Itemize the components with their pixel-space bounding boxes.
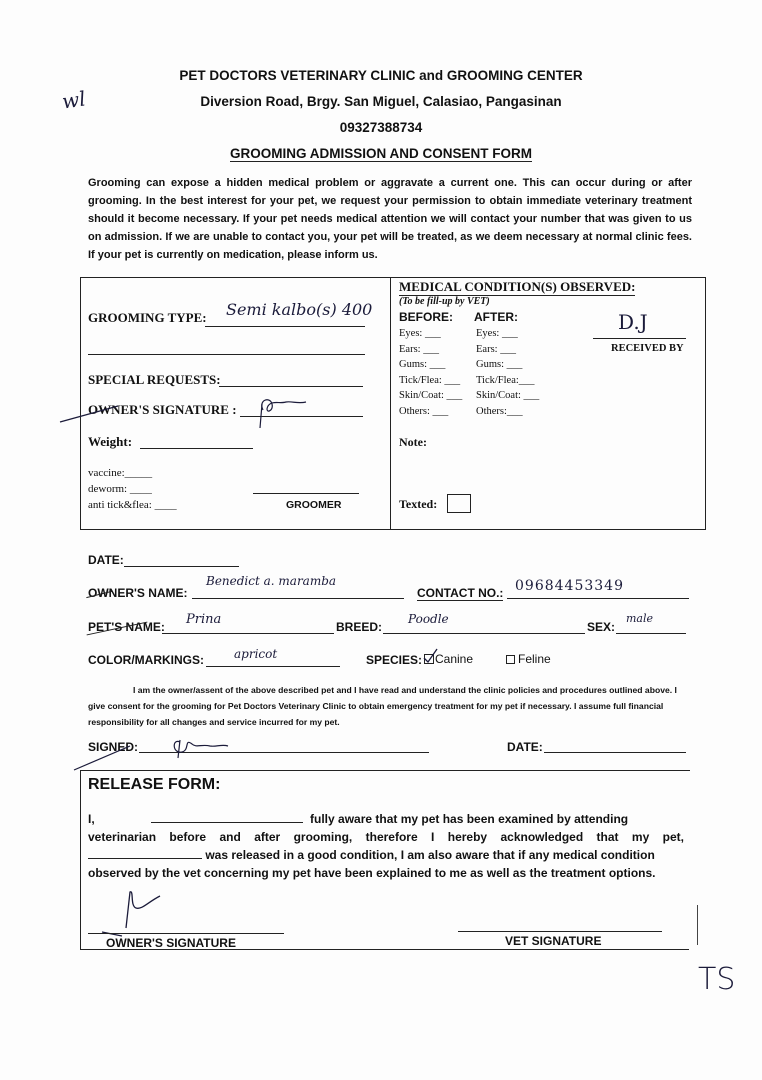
release-line-1: I, fully aware that my pet has been examined by attending xyxy=(88,812,629,826)
after-list xyxy=(476,326,539,419)
consent-paragraph: I am the owner/assent of the above described pet and I have read and understand the clinic policies and procedures outlined above. I give consent for the grooming for Pet Doctors Veterinary Clinic to obtain emergency treatment for my pet if necessary. I assume full financial responsibility for all changes and service incurred for my pet. xyxy=(88,685,677,727)
before-others[interactable]: Others: ___ xyxy=(399,405,449,417)
color-value[interactable]: apricot xyxy=(234,647,278,661)
date-label: DATE: xyxy=(88,553,124,567)
release-right-edge xyxy=(697,905,698,945)
received-by-line[interactable] xyxy=(593,338,686,339)
owner-name-line xyxy=(192,598,404,599)
before-label: BEFORE: xyxy=(399,310,453,324)
species-label: SPECIES: xyxy=(366,653,423,667)
breed-line xyxy=(383,633,585,634)
special-requests-label: SPECIAL REQUESTS: xyxy=(88,372,221,387)
signed-scribble xyxy=(72,734,272,774)
medical-title: MEDICAL CONDITION(S) OBSERVED: xyxy=(399,279,636,294)
groomer-line[interactable] xyxy=(253,493,359,494)
after-label: AFTER: xyxy=(474,310,518,324)
form-title: GROOMING ADMISSION AND CONSENT FORM xyxy=(230,146,532,161)
after-skin-coat[interactable]: Skin/Coat: ___ xyxy=(476,390,540,401)
after-tick-flea[interactable]: Tick/Flea:___ xyxy=(476,374,535,386)
after-eyes[interactable]: Eyes: ___ xyxy=(476,328,518,339)
color-line xyxy=(206,666,340,667)
release-owner-name-blank[interactable] xyxy=(151,810,303,823)
after-gums[interactable]: Gums: ___ xyxy=(476,359,523,370)
before-eyes[interactable]: Eyes: ___ xyxy=(399,328,441,339)
owner-signature-scribble xyxy=(58,392,358,432)
clinic-address: Diversion Road, Brgy. San Miguel, Calasiao, Pangasinan xyxy=(200,94,562,109)
clinic-phone: 09327388734 xyxy=(339,120,423,135)
vet-signature-label: VET SIGNATURE xyxy=(505,934,602,948)
before-skin-coat[interactable]: Skin/Coat: ___ xyxy=(399,390,463,401)
owner-signature-label: OWNER'S SIGNATURE : xyxy=(88,402,237,417)
texted-label: Texted: xyxy=(399,497,438,511)
pet-name-line xyxy=(162,633,334,634)
release-owner-signature-line[interactable] xyxy=(88,933,284,934)
deworm-label: deworm: ____ xyxy=(88,483,152,495)
signed-label: SIGNED: xyxy=(88,740,139,754)
weight-line[interactable] xyxy=(140,448,253,449)
anti-tick-label: anti tick&flea: ____ xyxy=(88,499,177,511)
feline-checkbox[interactable] xyxy=(506,655,515,664)
release-paragraph xyxy=(88,810,684,882)
before-gums[interactable]: Gums: ___ xyxy=(399,359,446,370)
special-requests-line[interactable] xyxy=(219,386,363,387)
release-line-4: observed by the vet concerning my pet have been explained to me as well as the treatment options. xyxy=(88,866,656,880)
grooming-type-line-2 xyxy=(88,354,365,355)
release-top-line xyxy=(80,770,690,771)
sex-line xyxy=(616,633,686,634)
color-label: COLOR/MARKINGS: xyxy=(88,653,204,667)
after-others[interactable]: Others:___ xyxy=(476,405,523,417)
intro-paragraph: Grooming can expose a hidden medical problem or aggravate a current one. This can occur during or after grooming. In the best interest for your pet, we request your permission to obtain immediate veterinary treatment should it become necessary. If your pet needs medical attention we will contact your number that was given to us on admission. If we are unable to contact you, your pet will be treated, as we deem necessary at normal clinic fees. If your pet is currently on medication, please inform us. xyxy=(88,177,692,261)
canine-label: Canine xyxy=(435,652,474,666)
consent-date-label: DATE: xyxy=(507,740,543,754)
box-divider xyxy=(390,277,391,530)
contact-line xyxy=(507,598,689,599)
vet-signature-line[interactable] xyxy=(458,931,662,932)
date-line[interactable] xyxy=(124,566,239,567)
received-by-value: D.J xyxy=(618,310,648,334)
margin-mark-bottom-right: TS xyxy=(698,962,736,997)
sex-label: SEX: xyxy=(587,620,616,634)
feline-label: Feline xyxy=(518,652,551,666)
breed-label: BREED: xyxy=(336,620,383,634)
grooming-type-line xyxy=(205,326,365,327)
breed-value[interactable]: Poodle xyxy=(408,612,449,626)
before-ears[interactable]: Ears: ___ xyxy=(399,343,439,355)
release-line-2: veterinarian before and after grooming, therefore I hereby acknowledged that my pet, xyxy=(88,830,684,844)
after-ears[interactable]: Ears: ___ xyxy=(476,343,516,355)
medical-subtitle: (To be fill-up by VET) xyxy=(399,296,490,307)
grooming-type-label: GROOMING TYPE: xyxy=(88,310,207,325)
release-title: RELEASE FORM: xyxy=(88,776,221,793)
weight-label: Weight: xyxy=(88,434,133,449)
sex-value[interactable]: male xyxy=(626,612,654,625)
release-owner-signature-label: OWNER'S SIGNATURE xyxy=(106,936,236,950)
before-tick-flea[interactable]: Tick/Flea: ___ xyxy=(399,374,461,386)
texted-checkbox[interactable] xyxy=(447,494,471,513)
release-line-3: was released in a good condition, I am also aware that if any medical condition xyxy=(88,846,684,864)
release-pet-name-blank[interactable] xyxy=(88,846,202,859)
pet-name-value[interactable]: Prina xyxy=(186,612,222,627)
owner-name-value[interactable]: Benedict a. maramba xyxy=(206,574,337,588)
grooming-type-value[interactable]: Semi kalbo(s) 400 xyxy=(226,300,373,319)
owner-name-label: OWNER'S NAME: xyxy=(88,586,188,600)
groomer-label: GROOMER xyxy=(286,499,342,511)
before-list xyxy=(399,326,462,419)
margin-mark-top-left: wl xyxy=(60,86,88,114)
pet-name-label: PET'S NAME: xyxy=(88,620,165,634)
note-label: Note: xyxy=(399,435,427,449)
vaccine-label: vaccine:_____ xyxy=(88,467,153,479)
release-owner-signature-scribble xyxy=(100,888,200,938)
contact-label: CONTACT NO.: xyxy=(417,586,504,600)
consent-date-line[interactable] xyxy=(544,752,686,753)
clinic-name: PET DOCTORS VETERINARY CLINIC and GROOMING CENTER xyxy=(179,68,583,83)
received-by-label: RECEIVED BY xyxy=(611,343,684,354)
contact-value[interactable]: 09684453349 xyxy=(515,578,624,594)
